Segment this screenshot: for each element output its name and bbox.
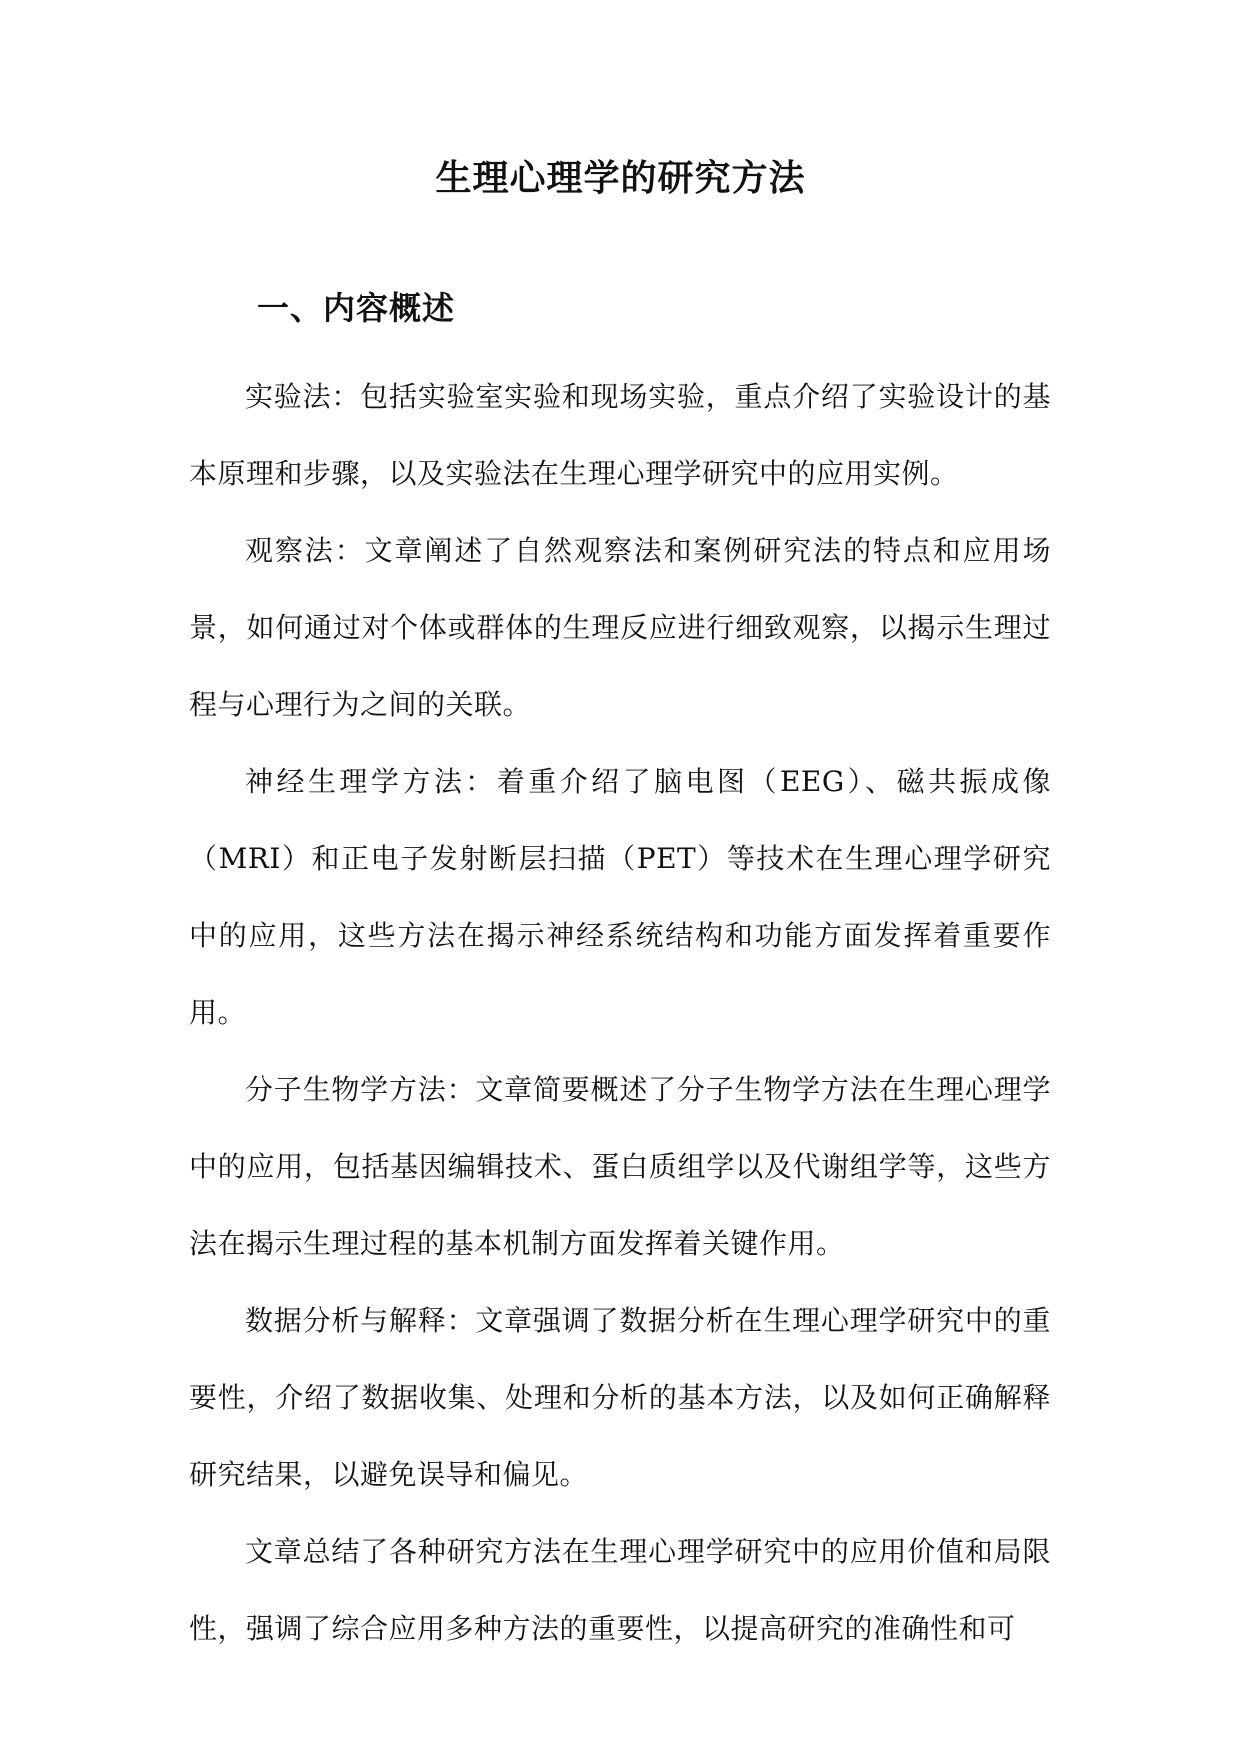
paragraph-neurophysiology-method: 神经生理学方法：着重介绍了脑电图（EEG）、磁共振成像（MRI）和正电子发射断层扫描（PET）等技术在生理心理学研究中的应用，这些方法在揭示神经系统结构和功能方面发挥着重要作用。 <box>189 765 1051 1029</box>
paragraph-molecular-biology-method: 分子生物学方法：文章简要概述了分子生物学方法在生理心理学中的应用，包括基因编辑技术、蛋白质组学以及代谢组学等，这些方法在揭示生理过程的基本机制方面发挥着关键作用。 <box>189 1073 1051 1260</box>
paragraph-summary: 文章总结了各种研究方法在生理心理学研究中的应用价值和局限性，强调了综合应用多种方法的重要性，以提高研究的准确性和可 <box>189 1535 1051 1645</box>
body-text <box>189 358 1051 1667</box>
document-title: 生理心理学的研究方法 <box>435 157 806 199</box>
section-heading: 一、内容概述 <box>257 289 456 327</box>
paragraph-experimental-method: 实验法：包括实验室实验和现场实验，重点介绍了实验设计的基本原理和步骤，以及实验法在生理心理学研究中的应用实例。 <box>189 380 1051 490</box>
paragraph-observation-method: 观察法：文章阐述了自然观察法和案例研究法的特点和应用场景，如何通过对个体或群体的生理反应进行细致观察，以揭示生理过程与心理行为之间的关联。 <box>189 534 1051 721</box>
paragraph-data-analysis: 数据分析与解释：文章强调了数据分析在生理心理学研究中的重要性，介绍了数据收集、处理和分析的基本方法，以及如何正确解释研究结果，以避免误导和偏见。 <box>189 1304 1051 1491</box>
